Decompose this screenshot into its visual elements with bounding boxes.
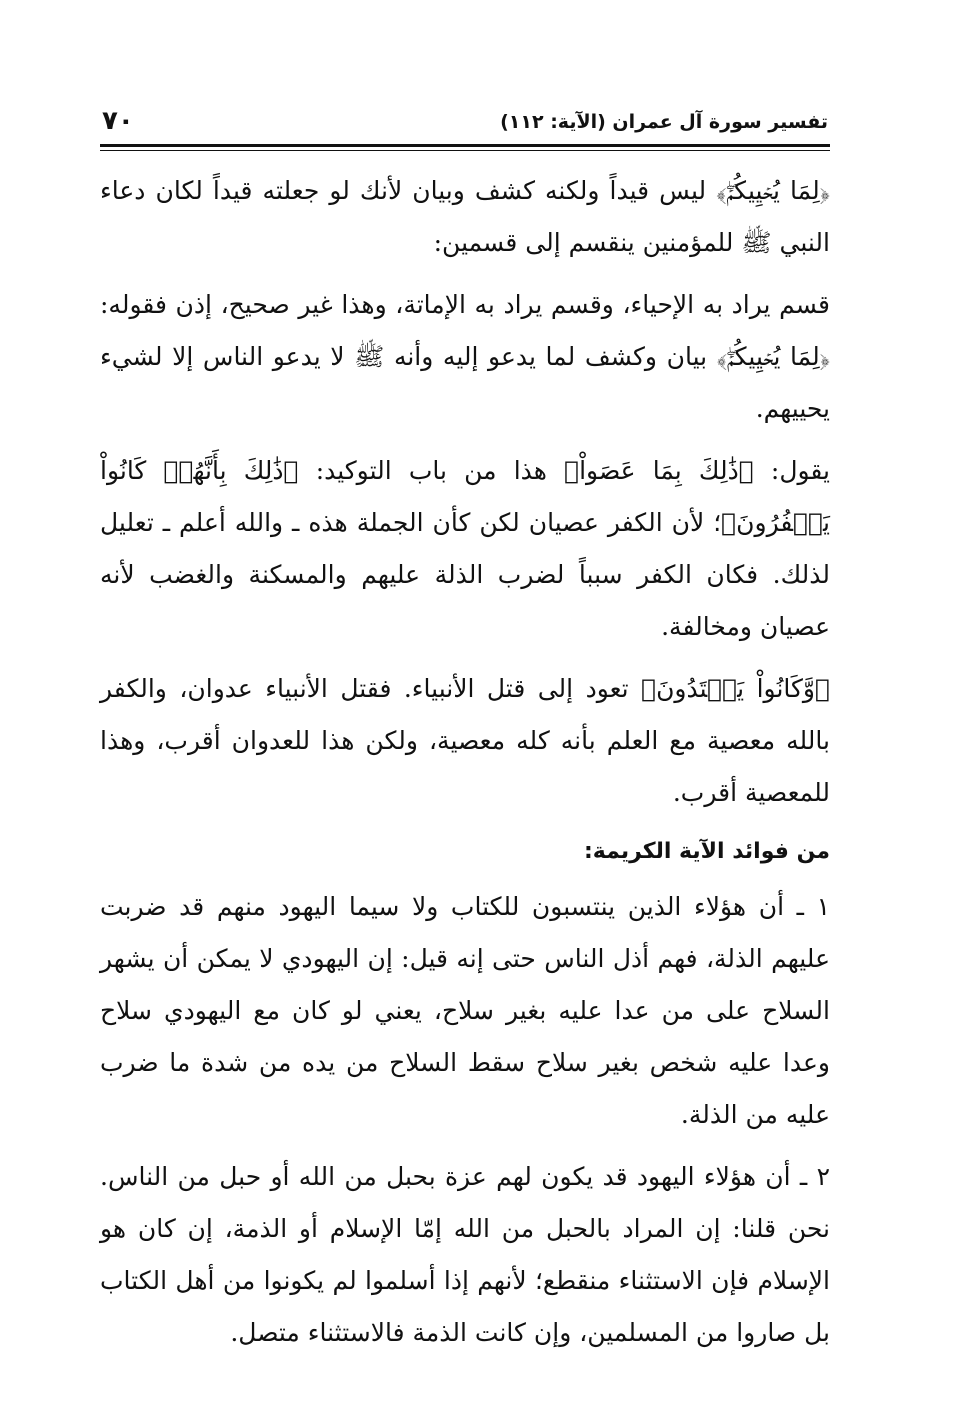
page-header: [100, 96, 830, 136]
paragraph: قسم يراد به الإحياء، وقسم يراد به الإماتة، وهذا غير صحيح، إذن فقوله: ﴿لِمَا يُحۡيِيكُمۡۖ﴾ بيان وكشف لما يدعو إليه وأنه ﷺ لا يدعو الناس إلا لشيء يحييهم.: [100, 290, 830, 423]
book-page: [100, 96, 830, 1369]
benefit-item: ٢ ـ أن هؤلاء اليهود قد يكون لهم عزة بحبل من الله أو حبل من الناس. نحن قلنا: إن المراد بالحبل من الله إمّا الإسلام أو الذمة، إن كان هو الإسلام فإن الاستثناء منقطع؛ لأنهم إذا أسلموا لم يكونوا من أهل الكتاب بل صاروا من المسلمين، وإن كانت الذمة فالاستثناء متصل.: [100, 1162, 830, 1347]
header-rule-thin: [100, 150, 830, 151]
benefit-item: ١ ـ أن هؤلاء الذين ينتسبون للكتاب ولا سيما اليهود منهم قد ضربت عليهم الذلة، فهم أذل الناس حتى إنه قيل: إن اليهودي لا يمكن أن يشهر السلاح على من عدا عليه بغير سلاح، يعني لو كان مع اليهودي سلاح وعدا عليه شخص بغير سلاح سقط السلاح من يده من شدة ما ضرب عليه من الذلة.: [100, 892, 830, 1129]
running-title: تفسير سورة آل عمران (الآية: ١١٢): [500, 111, 828, 133]
section-heading: من فوائد الآية الكريمة:: [583, 839, 830, 864]
page-body: [100, 165, 830, 1359]
paragraph: ﴿لِمَا يُحۡيِيكُمۡۖ﴾ ليس قيداً ولكنه كشف وبيان لأنك لو جعلته قيداً لكان دعاء النبي ﷺ للمؤمنين ينقسم إلى قسمين:: [100, 176, 830, 257]
paragraph: ﴿وَّكَانُواْ يَعۡتَدُونَ﴾ تعود إلى قتل الأنبياء. فقتل الأنبياء عدوان، والكفر بالله معصية مع العلم بأنه كله معصية، ولكن هذا للعدوان أقرب، وهذا للمعصية أقرب.: [100, 674, 830, 807]
page-number: ٧٠: [102, 106, 134, 136]
paragraph: يقول: ﴿ذَٰلِكَ بِمَا عَصَواْ﴾ هذا من باب التوكيد: ﴿ذَٰلِكَ بِأَنَّهُمۡ كَانُواْ يَكۡفُرُونَ﴾؛ لأن الكفر عصيان لكن كأن الجملة هذه ـ والله أعلم ـ تعليل لذلك. فكان الكفر سبباً لضرب الذلة عليهم والمسكنة والغضب لأنه عصيان ومخالفة.: [100, 456, 830, 641]
header-rule: [100, 144, 830, 147]
